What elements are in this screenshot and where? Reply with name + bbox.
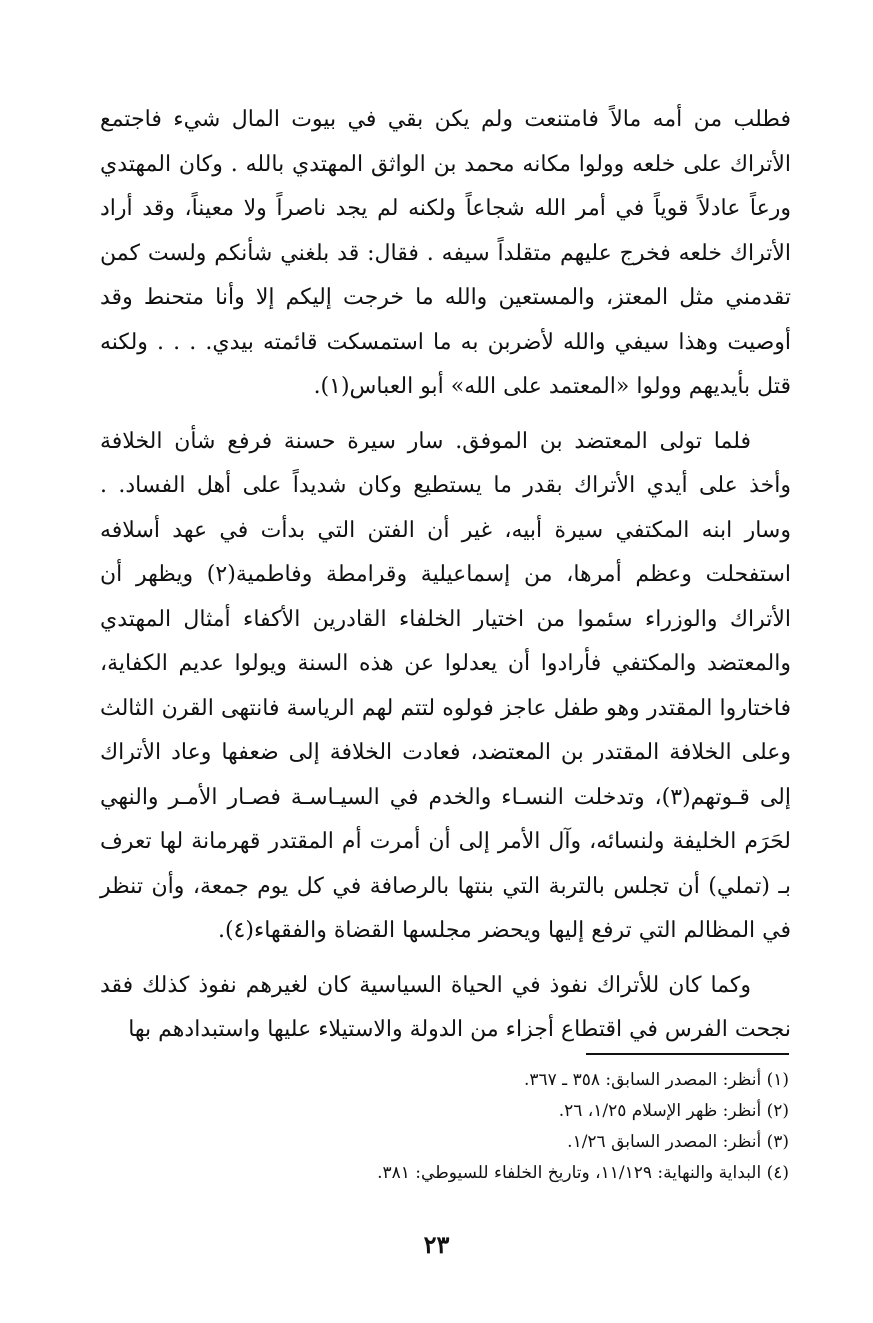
page-number: ٢٣ xyxy=(423,1230,450,1259)
footnote-4: (٤) البداية والنهاية: ١١/١٢٩، وتاريخ الخلفاء للسيوطي: ٣٨١. xyxy=(377,1163,789,1183)
paragraph-1: فطلب من أمه مالاً فامتنعت ولم يكن بقي في بيوت المال شيء فاجتمع الأتراك على خلعه وولوا مكانه محمد بن الواثق المهتدي بالله . وكان المهتدي ورعاً عادلاً قوياً في أمر الله شجاعاً ولكنه لم يجد ناصراً ولا معيناً، وقد أراد الأتراك خلعه فخرج عليهم متقلداً سيفه . فقال: قد بلغني شأنكم ولست كمن تقدمني مثل المعتز، والمستعين والله ما خرجت إليكم إلا وأنا متحنط وقد أوصيت وهذا سيفي والله لأضربن به ما استمسكت قائمته بيدي. . . . ولكنه قتل بأيديهم وولوا «المعتمد على الله» أبو العباس(١). xyxy=(100,107,791,399)
footnotes xyxy=(100,1065,789,1189)
footnote-2: (٢) أنظر: ظهر الإسلام ١/٢٥، ٢٦. xyxy=(558,1101,789,1121)
paragraph-3: وكما كان للأتراك نفوذ في الحياة السياسية كان لغيرهم نفوذ كذلك فقد نجحت الفرس في اقتطاع أجزاء من الدولة والاستيلاء عليها واستبدادهم بها xyxy=(100,972,791,1042)
footnote-1: (١) أنظر: المصدر السابق: ٣٥٨ ـ ٣٦٧. xyxy=(523,1070,789,1090)
footnote-3: (٣) أنظر: المصدر السابق ١/٢٦. xyxy=(567,1132,789,1152)
body-text xyxy=(100,98,791,1053)
footnote-divider xyxy=(586,1053,789,1055)
paragraph-2: فلما تولى المعتضد بن الموفق. سار سيرة حسنة فرفع شأن الخلافة وأخذ على أيدي الأتراك بقدر ما يستطيع وكان شديداً على أهل الفساد. . وسار ابنه المكتفي سيرة أبيه، غير أن الفتن التي بدأت في عهد أسلافه استفحلت وعظم أمرها، من إسماعيلية وقرامطة وفاطمية(٢) ويظهر أن الأتراك والوزراء سئموا من اختيار الخلفاء القادرين الأكفاء أمثال المهتدي والمعتضد والمكتفي فأرادوا أن يعدلوا عن هذه السنة ويولوا عديم الكفاية، فاختاروا المقتدر وهو طفل عاجز فولوه لتتم لهم الرياسة فانتهى القرن الثالث وعلى الخلافة المقتدر بن المعتضد، فعادت الخلافة إلى ضعفها وعاد الأتراك إلى قـوتهم(٣)، وتدخلت النسـاء والخدم في السيـاسـة فصـار الأمـر والنهي لحَرَم الخليفة ولنسائه، وآل الأمر إلى أن أمرت أم المقتدر قهرمانة لها تعرف بـ (تملي) أن تجلس بالتربة التي بنتها بالرصافة في كل يوم جمعة، وأن تنظر في المظالم التي ترفع إليها ويحضر مجلسها القضاة والفقهاء(٤). xyxy=(100,428,792,943)
